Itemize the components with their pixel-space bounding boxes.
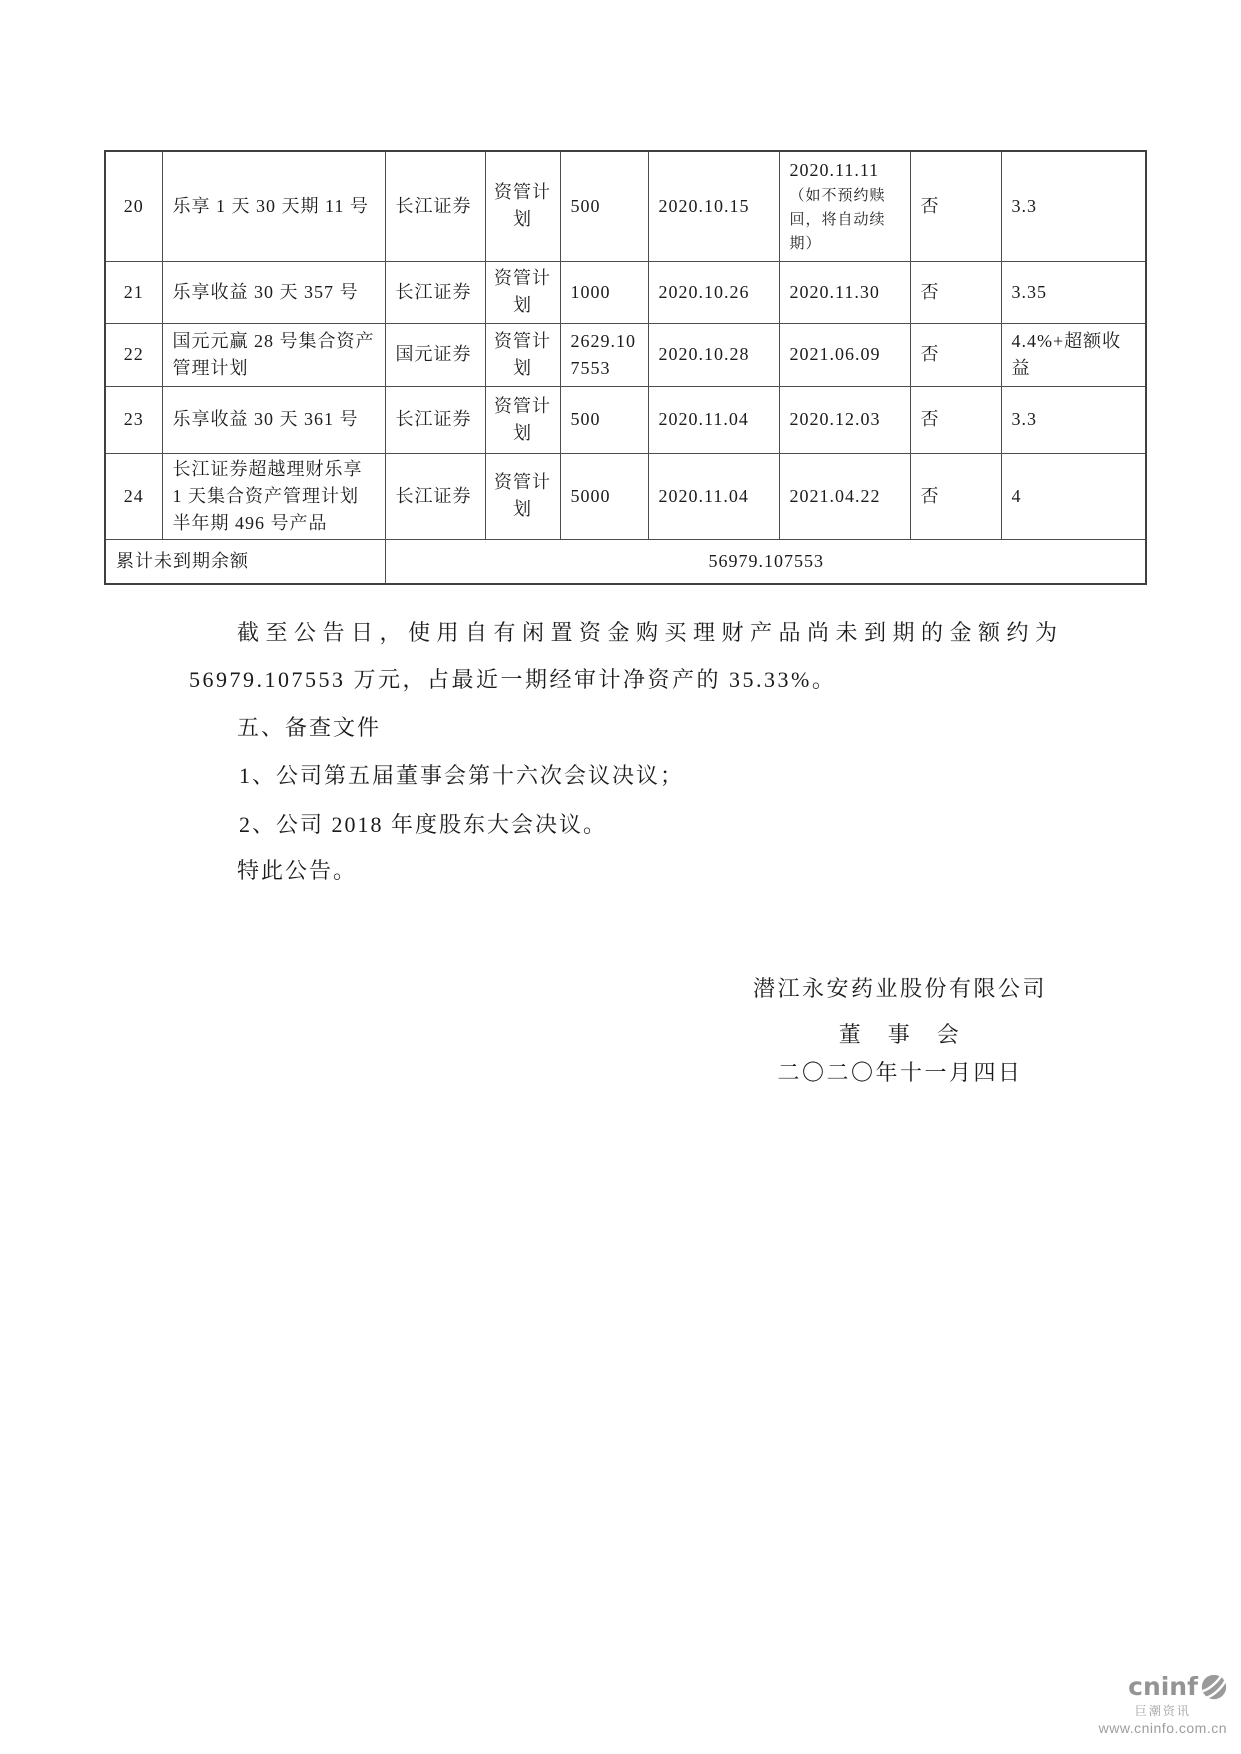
cell-redeemed: 否 bbox=[910, 453, 1001, 539]
cumulative-balance-value: 56979.107553 bbox=[385, 539, 1146, 584]
cninfo-site-url: www.cninfo.com.cn bbox=[1098, 1720, 1227, 1736]
cell-end-date: 2021.04.22 bbox=[779, 453, 910, 539]
cell-product-name: 乐享 1 天 30 天期 11 号 bbox=[162, 151, 385, 261]
cell-expected-return: 3.3 bbox=[1001, 151, 1146, 261]
cell-product-name: 乐享收益 30 天 357 号 bbox=[162, 261, 385, 323]
cell-manager: 长江证券 bbox=[385, 453, 485, 539]
cell-start-date: 2020.10.15 bbox=[648, 151, 779, 261]
table-row bbox=[105, 453, 1146, 539]
signature-company: 潜江永安药业股份有限公司 bbox=[752, 976, 1047, 1001]
signature-board: 董 事 会 bbox=[838, 1022, 962, 1047]
cell-no: 22 bbox=[105, 323, 162, 386]
table-summary-row bbox=[105, 539, 1146, 584]
paragraph-line-1: 截至公告日，使用自有闲置资金购买理财产品尚未到期的金额约为 bbox=[237, 620, 1064, 645]
list-item-2: 2、公司 2018 年度股东大会决议。 bbox=[239, 812, 608, 837]
list-item-1: 1、公司第五届董事会第十六次会议决议； bbox=[239, 763, 685, 788]
cninfo-globe-icon bbox=[1201, 1674, 1227, 1700]
cell-no: 21 bbox=[105, 261, 162, 323]
end-date-value: 2020.11.11 bbox=[789, 159, 880, 180]
cell-manager: 长江证券 bbox=[385, 261, 485, 323]
cninfo-logo-text: cninf bbox=[1128, 1672, 1198, 1701]
cumulative-balance-label: 累计未到期余额 bbox=[105, 539, 385, 584]
section-heading: 五、备查文件 bbox=[237, 715, 382, 740]
cell-product-name: 乐享收益 30 天 361 号 bbox=[162, 386, 385, 453]
cell-no: 20 bbox=[105, 151, 162, 261]
cell-amount: 5000 bbox=[560, 453, 648, 539]
cell-end-date: 2020.11.30 bbox=[779, 261, 910, 323]
end-date-note: （如不预约赎回，将自动续期） bbox=[789, 187, 886, 252]
cell-amount: 2629.107553 bbox=[560, 323, 648, 386]
cell-start-date: 2020.10.26 bbox=[648, 261, 779, 323]
cell-expected-return: 3.35 bbox=[1001, 261, 1146, 323]
cell-expected-return: 4 bbox=[1001, 453, 1146, 539]
cell-start-date: 2020.11.04 bbox=[648, 386, 779, 453]
cell-product-type: 资管计划 bbox=[485, 386, 560, 453]
closing-statement: 特此公告。 bbox=[237, 858, 358, 883]
cell-end-date: 2020.12.03 bbox=[779, 386, 910, 453]
cell-no: 23 bbox=[105, 386, 162, 453]
cell-amount: 500 bbox=[560, 386, 648, 453]
table-row bbox=[105, 261, 1146, 323]
cell-product-type: 资管计划 bbox=[485, 323, 560, 386]
cell-redeemed: 否 bbox=[910, 151, 1001, 261]
cell-redeemed: 否 bbox=[910, 386, 1001, 453]
cell-manager: 长江证券 bbox=[385, 386, 485, 453]
cell-manager: 国元证券 bbox=[385, 323, 485, 386]
cell-amount: 500 bbox=[560, 151, 648, 261]
cell-end-date bbox=[779, 151, 910, 261]
cninfo-site-name: 巨潮资讯 bbox=[1134, 1704, 1191, 1718]
signature-date: 二〇二〇年十一月四日 bbox=[777, 1060, 1023, 1085]
cell-expected-return: 3.3 bbox=[1001, 386, 1146, 453]
cell-manager: 长江证券 bbox=[385, 151, 485, 261]
cell-product-name: 长江证券超越理财乐享 1 天集合资产管理计划半年期 496 号产品 bbox=[162, 453, 385, 539]
cell-end-date: 2021.06.09 bbox=[779, 323, 910, 386]
cell-product-type: 资管计划 bbox=[485, 261, 560, 323]
cell-product-type: 资管计划 bbox=[485, 453, 560, 539]
table-row bbox=[105, 151, 1146, 261]
cell-redeemed: 否 bbox=[910, 261, 1001, 323]
wealth-products-table bbox=[104, 150, 1147, 585]
cell-start-date: 2020.11.04 bbox=[648, 453, 779, 539]
table-row bbox=[105, 386, 1146, 453]
cell-redeemed: 否 bbox=[910, 323, 1001, 386]
cell-expected-return: 4.4%+超额收益 bbox=[1001, 323, 1146, 386]
cninfo-watermark bbox=[1099, 1672, 1227, 1736]
cell-no: 24 bbox=[105, 453, 162, 539]
paragraph-line-2: 56979.107553 万元，占最近一期经审计净资产的 35.33%。 bbox=[189, 667, 837, 692]
cell-amount: 1000 bbox=[560, 261, 648, 323]
cell-start-date: 2020.10.28 bbox=[648, 323, 779, 386]
cell-product-name: 国元元赢 28 号集合资产管理计划 bbox=[162, 323, 385, 386]
table-row bbox=[105, 323, 1146, 386]
cell-product-type: 资管计划 bbox=[485, 151, 560, 261]
